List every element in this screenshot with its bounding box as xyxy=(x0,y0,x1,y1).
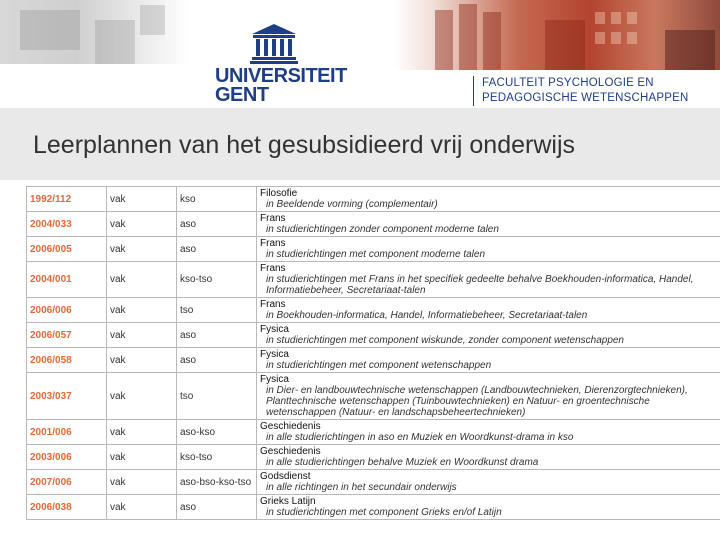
faculty-name xyxy=(474,76,714,106)
type-cell: vak xyxy=(107,212,177,237)
description-cell xyxy=(257,495,720,520)
subject-detail: in Boekhouden-informatica, Handel, Informatiebeheer, Secretariaat-talen xyxy=(266,310,588,321)
subject-detail: in Dier- en landbouwtechnische wetenschappen (Landbouwtechnieken, Dierenzorgtechnieken), Planttechnische wetenschappen (Tuinbouwtechnieken) en Natuur- en groentechnische wetenschappen (Natuur- en landschapsbeheertechnieken) xyxy=(266,385,688,418)
description-cell xyxy=(257,298,720,323)
subject-detail: in Beeldende vorming (complementair) xyxy=(266,199,438,210)
code-cell: 2006/038 xyxy=(27,495,107,520)
code-cell: 2006/057 xyxy=(27,323,107,348)
code-cell: 2007/006 xyxy=(27,470,107,495)
subject-detail: in studierichtingen met component Grieks en/of Latijn xyxy=(266,507,502,518)
level-cell: aso xyxy=(177,495,257,520)
campus-photo-left xyxy=(0,0,190,64)
description-cell xyxy=(257,445,720,470)
type-cell: vak xyxy=(107,237,177,262)
subject-name: Fysica xyxy=(260,374,289,385)
subject-name: Frans xyxy=(260,238,286,249)
type-cell: vak xyxy=(107,445,177,470)
subject-detail: in alle richtingen in het secundair onderwijs xyxy=(266,482,457,493)
table-row xyxy=(27,262,720,298)
subject-detail: in studierichtingen met Frans in het specifiek gedeelte behalve Boekhouden-informatica, Handel, Informatiebeheer, Secretariaat-talen xyxy=(266,274,694,296)
subject-detail: in alle studierichtingen in aso en Muziek en Woordkunst-drama in kso xyxy=(266,432,574,443)
table-row xyxy=(27,348,720,373)
description-cell xyxy=(257,373,720,420)
table-row xyxy=(27,495,720,520)
level-cell: aso xyxy=(177,323,257,348)
subject-name: Fysica xyxy=(260,324,289,335)
description-cell xyxy=(257,237,720,262)
table-row xyxy=(27,212,720,237)
header xyxy=(0,0,720,110)
description-cell xyxy=(257,470,720,495)
level-cell: kso xyxy=(177,187,257,212)
page-title: Leerplannen van het gesubsidieerd vrij onderwijs xyxy=(33,131,576,159)
logo-text-universiteit: UNIVERSITEIT xyxy=(215,65,347,87)
code-cell: 2003/037 xyxy=(27,373,107,420)
level-cell: aso xyxy=(177,348,257,373)
type-cell: vak xyxy=(107,420,177,445)
code-cell: 2006/058 xyxy=(27,348,107,373)
level-cell: aso-bso-kso-tso xyxy=(177,470,257,495)
description-cell xyxy=(257,348,720,373)
code-cell: 2004/033 xyxy=(27,212,107,237)
level-cell: aso-kso xyxy=(177,420,257,445)
type-cell: vak xyxy=(107,298,177,323)
level-cell: kso-tso xyxy=(177,445,257,470)
table-row xyxy=(27,237,720,262)
curriculum-table xyxy=(26,186,720,540)
subject-name: Godsdienst xyxy=(260,471,311,482)
description-cell xyxy=(257,323,720,348)
code-cell: 2004/001 xyxy=(27,262,107,298)
type-cell: vak xyxy=(107,373,177,420)
table-row xyxy=(27,298,720,323)
level-cell: aso xyxy=(177,212,257,237)
faculty-line-1: FACULTEIT PSYCHOLOGIE EN xyxy=(482,77,654,89)
type-cell: vak xyxy=(107,470,177,495)
type-cell: vak xyxy=(107,262,177,298)
subject-detail: in studierichtingen zonder component moderne talen xyxy=(266,224,499,235)
table-row xyxy=(27,323,720,348)
subject-detail: in studierichtingen met component wiskunde, zonder component wetenschappen xyxy=(266,335,624,346)
code-cell: 2006/006 xyxy=(27,298,107,323)
code-cell: 1992/112 xyxy=(27,187,107,212)
code-cell: 2006/005 xyxy=(27,237,107,262)
description-cell xyxy=(257,187,720,212)
university-logo xyxy=(215,22,347,110)
subject-name: Geschiedenis xyxy=(260,446,321,457)
table-row xyxy=(27,420,720,445)
faculty-line-2: PEDAGOGISCHE WETENSCHAPPEN xyxy=(482,92,689,104)
table-row xyxy=(27,373,720,420)
subject-name: Grieks Latijn xyxy=(260,496,316,507)
description-cell xyxy=(257,212,720,237)
subject-name: Frans xyxy=(260,299,286,310)
title-band xyxy=(0,108,720,180)
type-cell: vak xyxy=(107,495,177,520)
type-cell: vak xyxy=(107,348,177,373)
type-cell: vak xyxy=(107,323,177,348)
code-cell: 2003/006 xyxy=(27,445,107,470)
type-cell: vak xyxy=(107,187,177,212)
campus-photo-right xyxy=(395,0,720,70)
subject-name: Frans xyxy=(260,213,286,224)
table-row xyxy=(27,445,720,470)
table-row xyxy=(27,187,720,212)
subject-name: Fysica xyxy=(260,349,289,360)
subject-name: Filosofie xyxy=(260,188,298,199)
subject-name: Frans xyxy=(260,263,286,274)
level-cell: kso-tso xyxy=(177,262,257,298)
description-cell xyxy=(257,420,720,445)
subject-detail: in studierichtingen met component wetenschappen xyxy=(266,360,492,371)
description-cell xyxy=(257,262,720,298)
temple-icon xyxy=(249,22,299,64)
logo-text-gent: GENT xyxy=(215,84,269,106)
code-cell: 2001/006 xyxy=(27,420,107,445)
level-cell: tso xyxy=(177,373,257,420)
subject-detail: in alle studierichtingen behalve Muziek en Woordkunst drama xyxy=(266,457,539,468)
faculty-divider xyxy=(473,76,474,106)
subject-name: Geschiedenis xyxy=(260,421,321,432)
table-row xyxy=(27,470,720,495)
level-cell: aso xyxy=(177,237,257,262)
subject-detail: in studierichtingen met component moderne talen xyxy=(266,249,486,260)
level-cell: tso xyxy=(177,298,257,323)
